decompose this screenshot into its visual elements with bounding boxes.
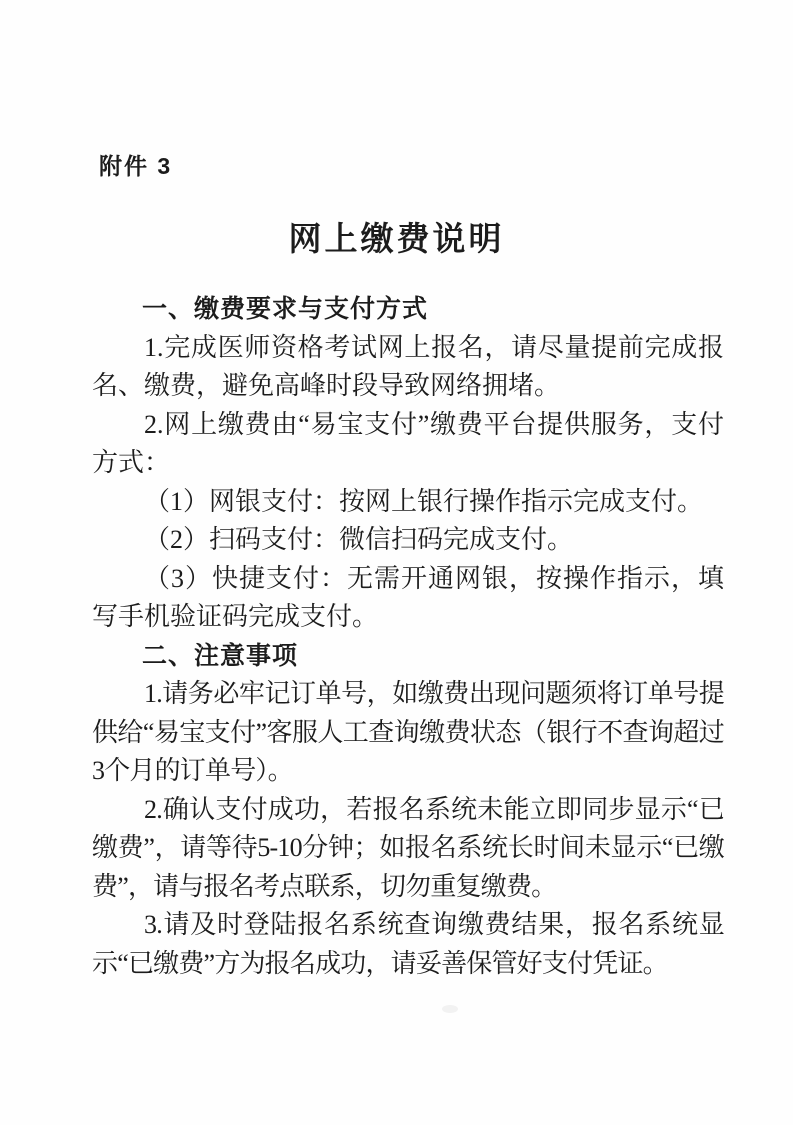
section-2-paragraph-3: 3.请及时登陆报名系统查询缴费结果，报名系统显示“已缴费”方为报名成功，请妥善保管好支付凭证。 [92, 910, 724, 978]
section-2-paragraph-1: 1.请务必牢记订单号，如缴费出现问题须将订单号提供给“易宝支付”客服人工查询缴费状态（银行不查询超过3个月的订单号）。 [92, 679, 724, 785]
section-1-paragraph-1: 1.完成医师资格考试网上报名，请尽量提前完成报名、缴费，避免高峰时段导致网络拥堵。 [92, 332, 724, 400]
section-1-heading: 一、缴费要求与支付方式 [142, 295, 429, 323]
section-1-paragraph-3: （1）网银支付：按网上银行操作指示完成支付。 [144, 486, 704, 516]
section-2-heading: 二、注意事项 [142, 641, 299, 670]
section-1-paragraph-4: （2）扫码支付：微信扫码完成支付。 [144, 525, 574, 554]
attachment-label: 附件 3 [99, 153, 173, 179]
scan-artifact [442, 1005, 458, 1013]
section-2-paragraph-2: 2.确认支付成功，若报名系统未能立即同步显示“已缴费”，请等待5-10分钟；如报名系统长时间未显示“已缴费”，请与报名考点联系，切勿重复缴费。 [92, 794, 724, 901]
document-body [92, 290, 724, 983]
section-1-paragraph-2: 2.网上缴费由“易宝支付”缴费平台提供服务，支付方式： [92, 409, 724, 477]
document-title: 网上缴费说明 [288, 222, 505, 258]
section-1-paragraph-5: （3）快捷支付：无需开通网银，按操作指示，填写手机验证码完成支付。 [92, 563, 724, 631]
